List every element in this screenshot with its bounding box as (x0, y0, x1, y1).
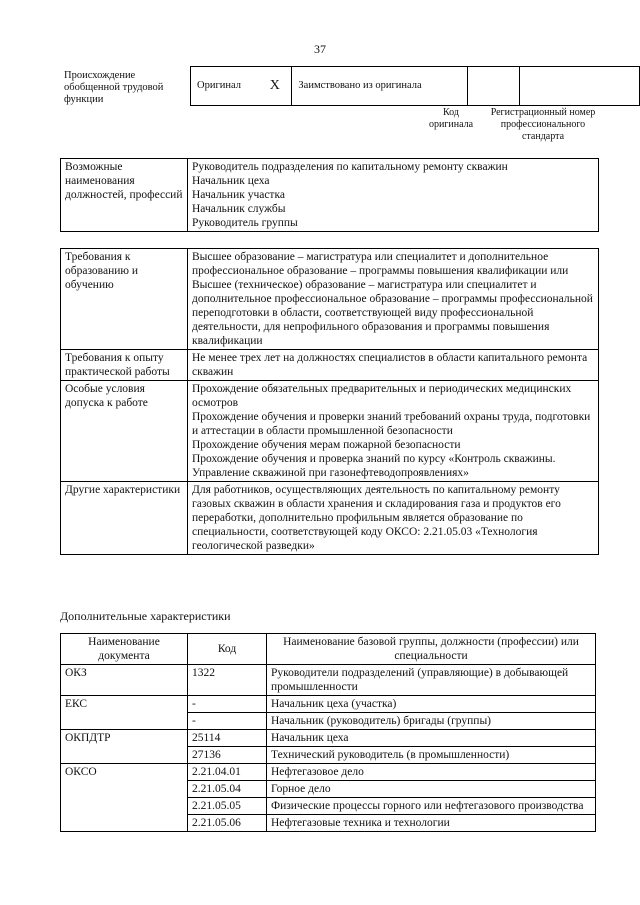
row-name: Горное дело (267, 781, 596, 798)
table-row (61, 781, 596, 798)
row-code: 2.21.04.01 (188, 764, 267, 781)
original-mark: X (258, 67, 292, 106)
experience-label: Требования к опыту практической работы (61, 350, 188, 381)
row-name: Руководители подразделений (управляющие) в добывающей промышленности (267, 665, 596, 696)
borrowed-label: Заимствовано из оригинала (292, 67, 468, 106)
header-code: Код (188, 634, 267, 665)
table-row (61, 713, 596, 730)
position-item: Руководитель подразделения по капитальному ремонту скважин (192, 161, 508, 173)
positions-list (188, 159, 599, 232)
positions-table (60, 158, 599, 232)
row-code: 27136 (188, 747, 267, 764)
row-name: Физические процессы горного или нефтегазового производства (267, 798, 596, 815)
experience-text: Не менее трех лет на должностях специалистов в области капитального ремонта скважин (188, 350, 599, 381)
table-row (61, 665, 596, 696)
page-number: 37 (314, 42, 326, 56)
conditions-label: Особые условия допуска к работе (61, 381, 188, 482)
row-code: 2.21.05.04 (188, 781, 267, 798)
row-name: Технический руководитель (в промышленности) (267, 747, 596, 764)
table-row (61, 696, 596, 713)
position-item: Руководитель группы (192, 217, 298, 229)
row-name: Начальник (руководитель) бригады (группы) (267, 713, 596, 730)
table-row (61, 764, 596, 781)
header-name: Наименование базовой группы, должности (профессии) или специальности (267, 634, 596, 665)
origin-label: Происхождение обобщенной трудовой функции (64, 70, 164, 105)
code-original-label: Код оригинала (428, 107, 474, 130)
other-label: Другие характеристики (61, 482, 188, 555)
additional-table (60, 633, 596, 832)
row-name: Нефтегазовое дело (267, 764, 596, 781)
row-code: 2.21.05.06 (188, 815, 267, 832)
row-code: 1322 (188, 665, 267, 696)
table-row (61, 747, 596, 764)
education-label: Требования к образованию и обучению (61, 249, 188, 350)
positions-label: Возможные наименования должностей, профессий (61, 159, 188, 232)
reg-number-cell (520, 67, 640, 106)
original-label: Оригинал (191, 67, 259, 106)
row-code: 2.21.05.05 (188, 798, 267, 815)
table-row (61, 798, 596, 815)
code-cell (468, 67, 520, 106)
table-row (61, 815, 596, 832)
row-doc (61, 713, 188, 730)
row-doc: ОКЗ (61, 665, 188, 696)
origin-table (190, 66, 640, 106)
header-row (61, 634, 596, 665)
other-text: Для работников, осуществляющих деятельность по капитальному ремонту газовых скважин в области хранения и складирования газа и продуктов его переработки, дополнительно профильным является образование по специальности, соответствующей коду ОКСО: 2.21.05.03 «Технология геологической разведки» (188, 482, 599, 555)
position-item: Начальник участка (192, 189, 285, 201)
row-doc: ОКСО (61, 764, 188, 781)
row-doc (61, 747, 188, 764)
position-item: Начальник службы (192, 203, 286, 215)
row-doc: ОКПДТР (61, 730, 188, 747)
row-code: - (188, 713, 267, 730)
row-code: 25114 (188, 730, 267, 747)
row-doc (61, 781, 188, 798)
position-item: Начальник цеха (192, 175, 270, 187)
table-row (61, 730, 596, 747)
row-doc: ЕКС (61, 696, 188, 713)
row-doc (61, 798, 188, 815)
row-code: - (188, 696, 267, 713)
header-doc: Наименование документа (61, 634, 188, 665)
education-text: Высшее образование – магистратура или специалитет и дополнительное профессиональное образование – программы повышения квалификации или Высшее (техническое) образование – магистратура или специалитет и дополнительное профессиональное образование – программы профессиональной переподготовки в области, соответствующей виду профессиональной деятельности, для непрофильного образования и программы повышения квалификации (188, 249, 599, 350)
row-doc (61, 815, 188, 832)
conditions-text: Прохождение обязательных предварительных и периодических медицинских осмотров Прохождение обучения и проверки знаний требований охраны труда, подготовки и аттестации в области промышленной безопасности Прохождение обучения мерам пожарной безопасности Прохождение обучения и проверка знаний по курсу «Контроль скважины. Управление скважиной при газонефтеводопроявлениях» (188, 381, 599, 482)
additional-title: Дополнительные характеристики (60, 609, 231, 623)
requirements-table (60, 248, 599, 555)
row-name: Начальник цеха (участка) (267, 696, 596, 713)
reg-number-label: Регистрационный номер профессионального стандарта (490, 107, 596, 142)
row-name: Начальник цеха (267, 730, 596, 747)
row-name: Нефтегазовые техника и технологии (267, 815, 596, 832)
